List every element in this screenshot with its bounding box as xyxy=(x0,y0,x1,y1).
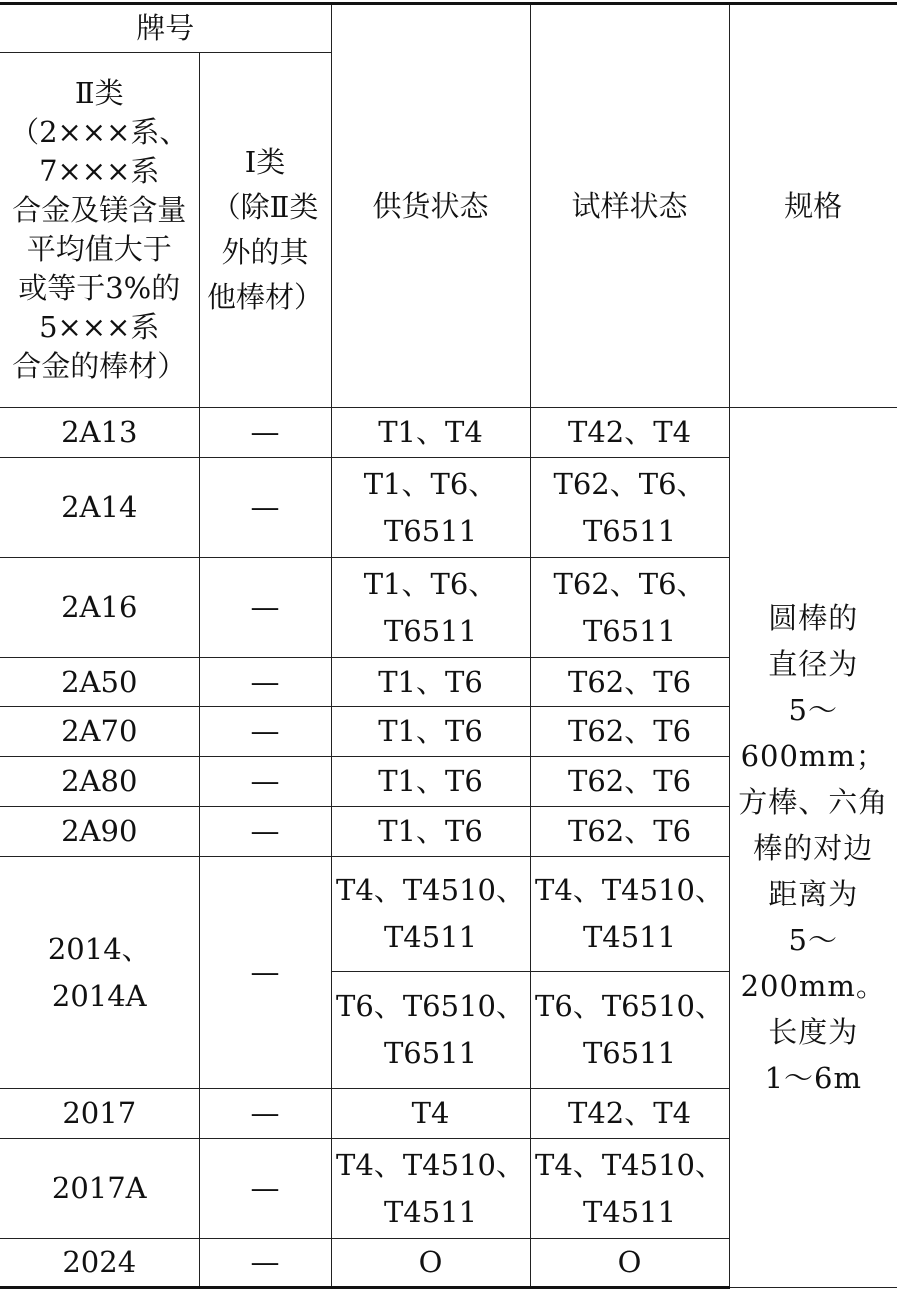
sample-state-cell: T62、T6 xyxy=(530,658,729,707)
class1-cell: — xyxy=(199,658,331,707)
supply-state-cell: T4、T4510、 T4511 xyxy=(331,1139,530,1239)
alloy-state-table xyxy=(0,2,897,1289)
supply-state-cell: T4、T4510、 T4511 xyxy=(331,857,530,972)
header-row-1 xyxy=(0,4,897,53)
alloy-cell: 2A16 xyxy=(0,558,199,658)
class1-cell: — xyxy=(199,408,331,458)
alloy-cell: 2024 xyxy=(0,1239,199,1288)
sample-state-cell: T62、T6 xyxy=(530,707,729,757)
supply-state-cell: T1、T6 xyxy=(331,658,530,707)
class1-cell: — xyxy=(199,857,331,1089)
sample-state-cell: T4、T4510、 T4511 xyxy=(530,857,729,972)
supply-state-cell: O xyxy=(331,1239,530,1288)
sample-state-cell: T42、T4 xyxy=(530,408,729,458)
alloy-cell: 2A13 xyxy=(0,408,199,458)
class1-cell: — xyxy=(199,1089,331,1139)
header-brand: 牌号 xyxy=(0,4,331,53)
supply-state-cell: T1、T6 xyxy=(331,707,530,757)
header-sample-state: 试样状态 xyxy=(530,4,729,408)
sample-state-cell: T4、T4510、 T4511 xyxy=(530,1139,729,1239)
class1-cell: — xyxy=(199,1239,331,1288)
alloy-cell: 2014、2014A xyxy=(0,857,199,1089)
alloy-cell: 2A14 xyxy=(0,458,199,558)
class1-cell: — xyxy=(199,807,331,857)
class1-cell: — xyxy=(199,558,331,658)
header-class-1: Ⅰ类 （除Ⅱ类 外的其 他棒材） xyxy=(199,53,331,408)
supply-state-cell: T1、T6、 T6511 xyxy=(331,458,530,558)
supply-state-cell: T1、T4 xyxy=(331,408,530,458)
sample-state-cell: O xyxy=(530,1239,729,1288)
class1-cell: — xyxy=(199,1139,331,1239)
header-supply-state: 供货状态 xyxy=(331,4,530,408)
header-spec: 规格 xyxy=(729,4,897,408)
supply-state-cell: T1、T6 xyxy=(331,807,530,857)
supply-state-cell: T1、T6 xyxy=(331,757,530,807)
spec-cell: 圆棒的 直径为 5～600mm； 方棒、六角 棒的对边 距离为 5～200mm。 长度为 1～6m xyxy=(729,408,897,1288)
class1-cell: — xyxy=(199,458,331,558)
sample-state-cell: T62、T6、 T6511 xyxy=(530,558,729,658)
sample-state-cell: T62、T6 xyxy=(530,807,729,857)
alloy-cell: 2A70 xyxy=(0,707,199,757)
alloy-cell: 2A90 xyxy=(0,807,199,857)
supply-state-cell: T1、T6、 T6511 xyxy=(331,558,530,658)
alloy-cell: 2A80 xyxy=(0,757,199,807)
table-row xyxy=(0,408,897,458)
sample-state-cell: T62、T6、 T6511 xyxy=(530,458,729,558)
alloy-state-table-wrapper xyxy=(0,2,898,1289)
header-class-2: Ⅱ类 （2×××系、 7×××系 合金及镁含量 平均值大于 或等于3%的 5×××系 合金的棒材） xyxy=(0,53,199,408)
supply-state-cell: T4 xyxy=(331,1089,530,1139)
alloy-cell: 2017A xyxy=(0,1139,199,1239)
sample-state-cell: T6、T6510、 T6511 xyxy=(530,972,729,1089)
alloy-cell: 2A50 xyxy=(0,658,199,707)
alloy-cell: 2017 xyxy=(0,1089,199,1139)
sample-state-cell: T62、T6 xyxy=(530,757,729,807)
class1-cell: — xyxy=(199,757,331,807)
supply-state-cell: T6、T6510、 T6511 xyxy=(331,972,530,1089)
class1-cell: — xyxy=(199,707,331,757)
sample-state-cell: T42、T4 xyxy=(530,1089,729,1139)
